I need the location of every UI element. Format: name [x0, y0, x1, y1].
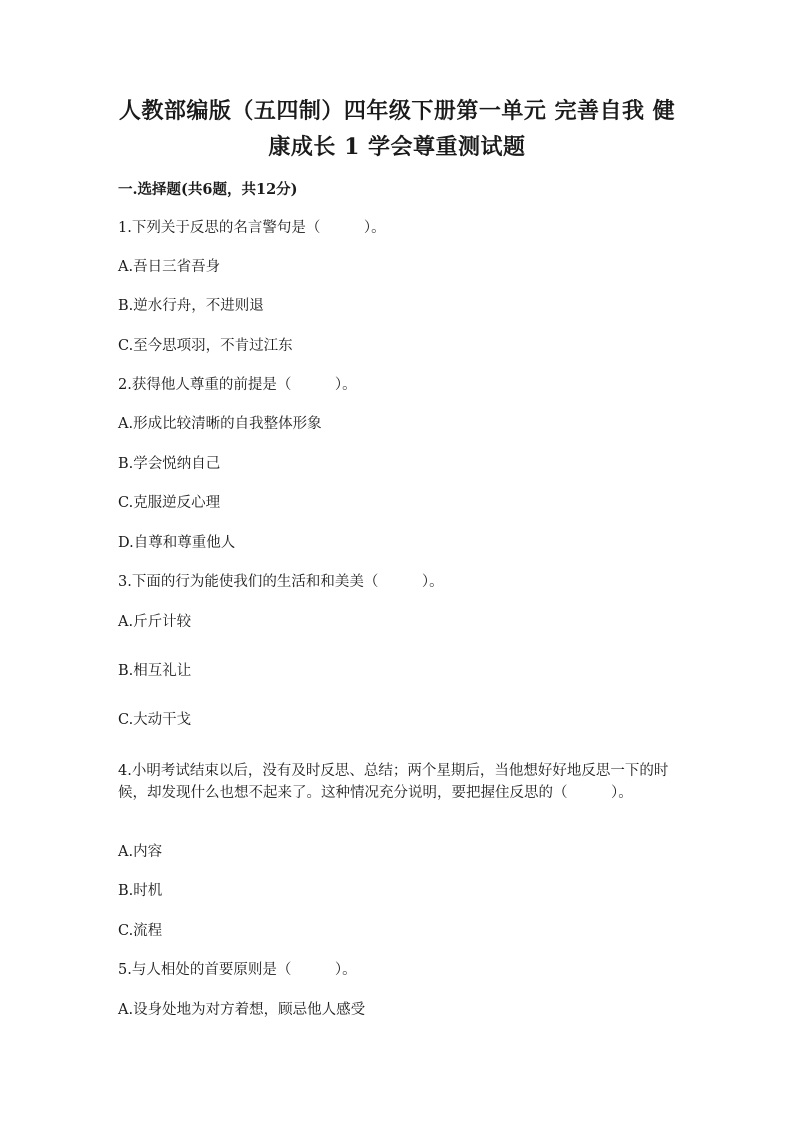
question-5-stem: 5.与人相处的首要原则是（ ）。: [118, 962, 357, 978]
question-1-option-c: C.至今思项羽，不肯过江东: [118, 338, 293, 354]
question-4-stem: 4.小明考试结束以后，没有及时反思、总结；两个星期后，当他想好好地反思一下的时候，却发现什么也想不起来了。这种情况充分说明，要把握住反思的（ ）。: [118, 763, 669, 801]
question-2-option-c: C.克服逆反心理: [118, 495, 221, 511]
question-2-option-d: D.自尊和尊重他人: [118, 535, 236, 551]
question-3-option-a: A.斤斤计较: [118, 614, 192, 630]
question-1-option-a: A.吾日三省吾身: [118, 259, 221, 275]
question-5-option-a: A.设身处地为对方着想，顾忌他人感受: [118, 1002, 366, 1018]
question-4-option-a: A.内容: [118, 844, 163, 860]
question-1-option-b: B.逆水行舟，不进则退: [118, 298, 264, 314]
page-title: 人教部编版（五四制）四年级下册第一单元 完善自我 健康成长 1 学会尊重测试题: [118, 98, 676, 160]
question-3-option-b: B.相互礼让: [118, 663, 192, 679]
question-2-option-b: B.学会悦纳自己: [118, 456, 221, 472]
section-heading: 一.选择题(共6题，共12分): [118, 181, 298, 198]
question-3-stem: 3.下面的行为能使我们的生活和和美美（ ）。: [118, 574, 444, 590]
question-3-option-c: C.大动干戈: [118, 712, 192, 728]
question-2-option-a: A.形成比较清晰的自我整体形象: [118, 416, 322, 432]
question-4-option-b: B.时机: [118, 883, 163, 899]
question-4-option-c: C.流程: [118, 923, 163, 939]
question-2-stem: 2.获得他人尊重的前提是（ ）。: [118, 377, 357, 393]
question-1-stem: 1.下列关于反思的名言警句是（ ）。: [118, 220, 386, 236]
